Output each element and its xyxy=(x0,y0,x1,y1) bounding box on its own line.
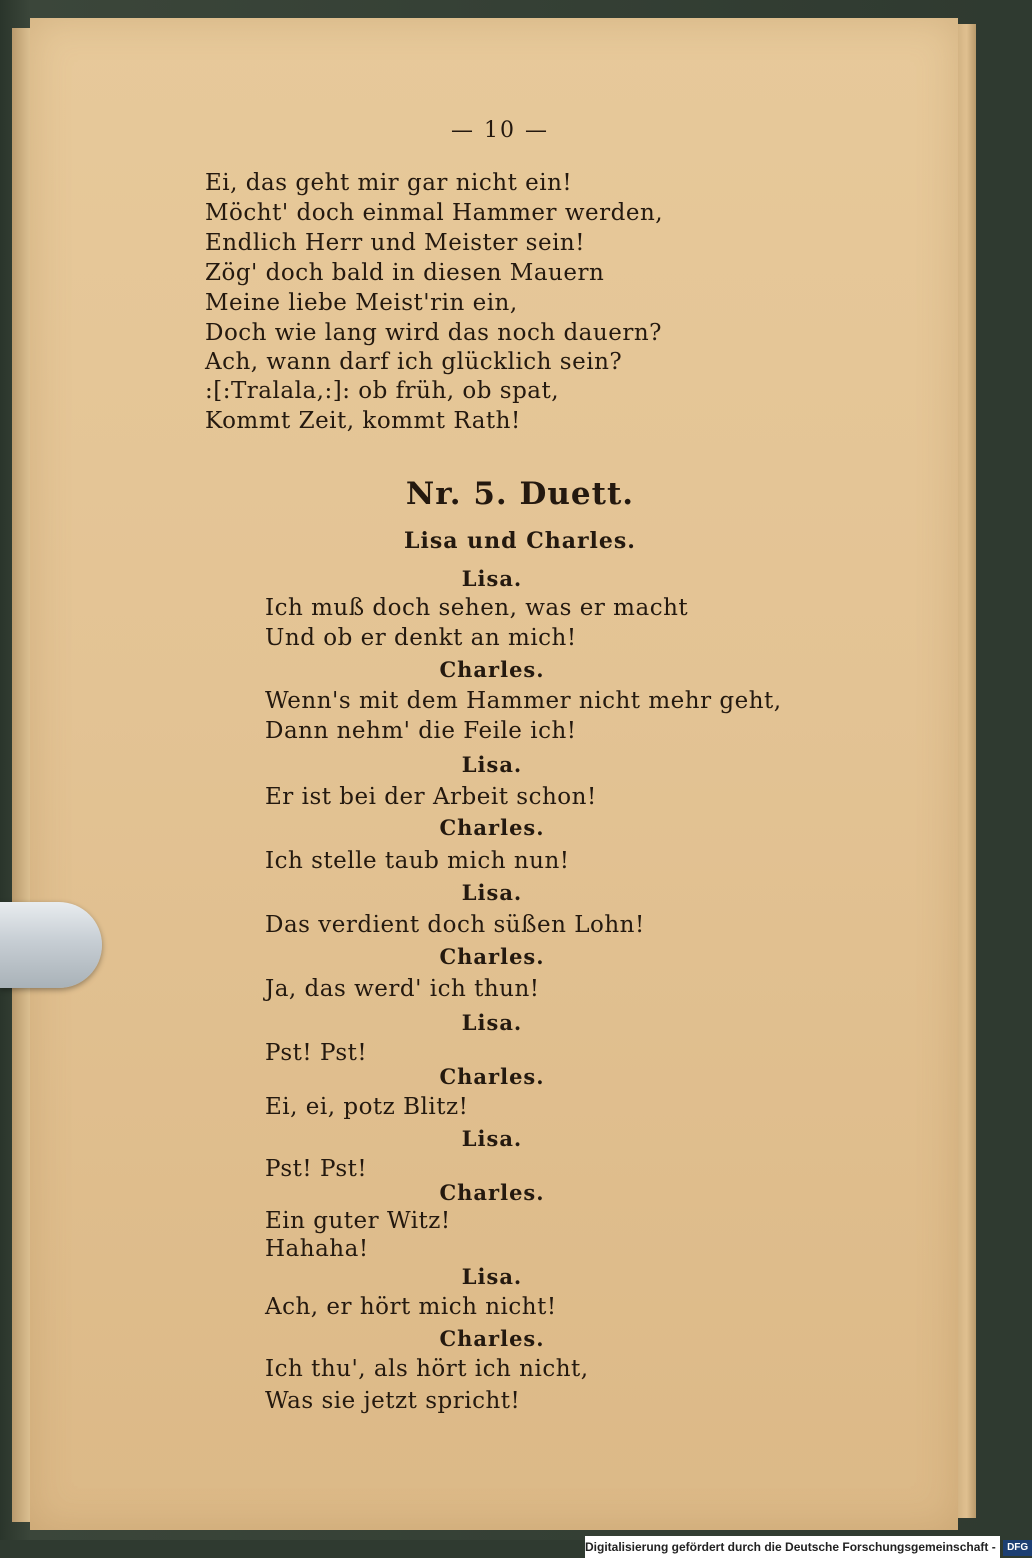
speaker-name: Lisa. xyxy=(461,880,523,905)
song-line: Ach, wann darf ich glücklich sein? xyxy=(205,349,623,375)
song-line: Ei, das geht mir gar nicht ein! xyxy=(205,170,573,196)
speaker-name: Lisa. xyxy=(461,752,523,777)
duet-line: Wenn's mit dem Hammer nicht mehr geht, xyxy=(265,688,782,714)
speaker-name: Charles. xyxy=(439,1180,545,1205)
speaker-name: Charles. xyxy=(439,1326,545,1351)
song-line: Meine liebe Meist'rin ein, xyxy=(205,290,518,316)
speaker-name: Lisa. xyxy=(461,566,523,591)
song-line: Endlich Herr und Meister sein! xyxy=(205,230,585,256)
speaker-name: Charles. xyxy=(439,1064,545,1089)
duet-line: Ich thu', als hört ich nicht, xyxy=(265,1356,589,1382)
song-line: Doch wie lang wird das noch dauern? xyxy=(205,320,662,346)
duet-line: Dann nehm' die Feile ich! xyxy=(265,718,577,744)
song-line: :[:Tralala,:]: ob früh, ob spat, xyxy=(205,378,560,404)
speaker-name: Lisa. xyxy=(461,1264,523,1289)
speaker-name: Charles. xyxy=(439,815,545,840)
speaker-name: Lisa. xyxy=(461,1126,523,1151)
show-through-text xyxy=(736,180,946,1470)
duet-line: Und ob er denkt an mich! xyxy=(265,625,577,651)
footer-text: Digitalisierung gefördert durch die Deutsche Forschungsgemeinschaft - xyxy=(585,1540,996,1554)
page-number: — 10 — xyxy=(451,118,549,143)
duet-line: Das verdient doch süßen Lohn! xyxy=(265,912,645,938)
speaker-name: Charles. xyxy=(439,657,545,682)
duet-line: Pst! Pst! xyxy=(265,1156,368,1182)
duet-line: Ja, das werd' ich thun! xyxy=(265,976,540,1002)
duet-line: Ich stelle taub mich nun! xyxy=(265,848,570,874)
duet-line: Ich muß doch sehen, was er macht xyxy=(265,595,689,621)
duet-line: Was sie jetzt spricht! xyxy=(265,1388,521,1414)
song-line: Möcht' doch einmal Hammer werden, xyxy=(205,200,664,226)
duet-line: Ein guter Witz! xyxy=(265,1208,451,1234)
song-line: Zög' doch bald in diesen Mauern xyxy=(205,260,605,286)
section-heading: Nr. 5. Duett. xyxy=(405,476,635,512)
speaker-name: Charles. xyxy=(439,944,545,969)
song-line: Kommt Zeit, kommt Rath! xyxy=(205,408,521,434)
duet-line: Ei, ei, potz Blitz! xyxy=(265,1094,469,1120)
duet-line: Ach, er hört mich nicht! xyxy=(265,1294,557,1320)
duet-line: Hahaha! xyxy=(265,1236,369,1262)
characters-heading: Lisa und Charles. xyxy=(404,528,636,554)
page-clip xyxy=(0,902,102,988)
digitization-footer xyxy=(585,1536,1029,1558)
dfg-logo: DFG xyxy=(1003,1540,1032,1556)
speaker-name: Lisa. xyxy=(461,1010,523,1035)
duet-line: Pst! Pst! xyxy=(265,1040,368,1066)
duet-line: Er ist bei der Arbeit schon! xyxy=(265,784,597,810)
